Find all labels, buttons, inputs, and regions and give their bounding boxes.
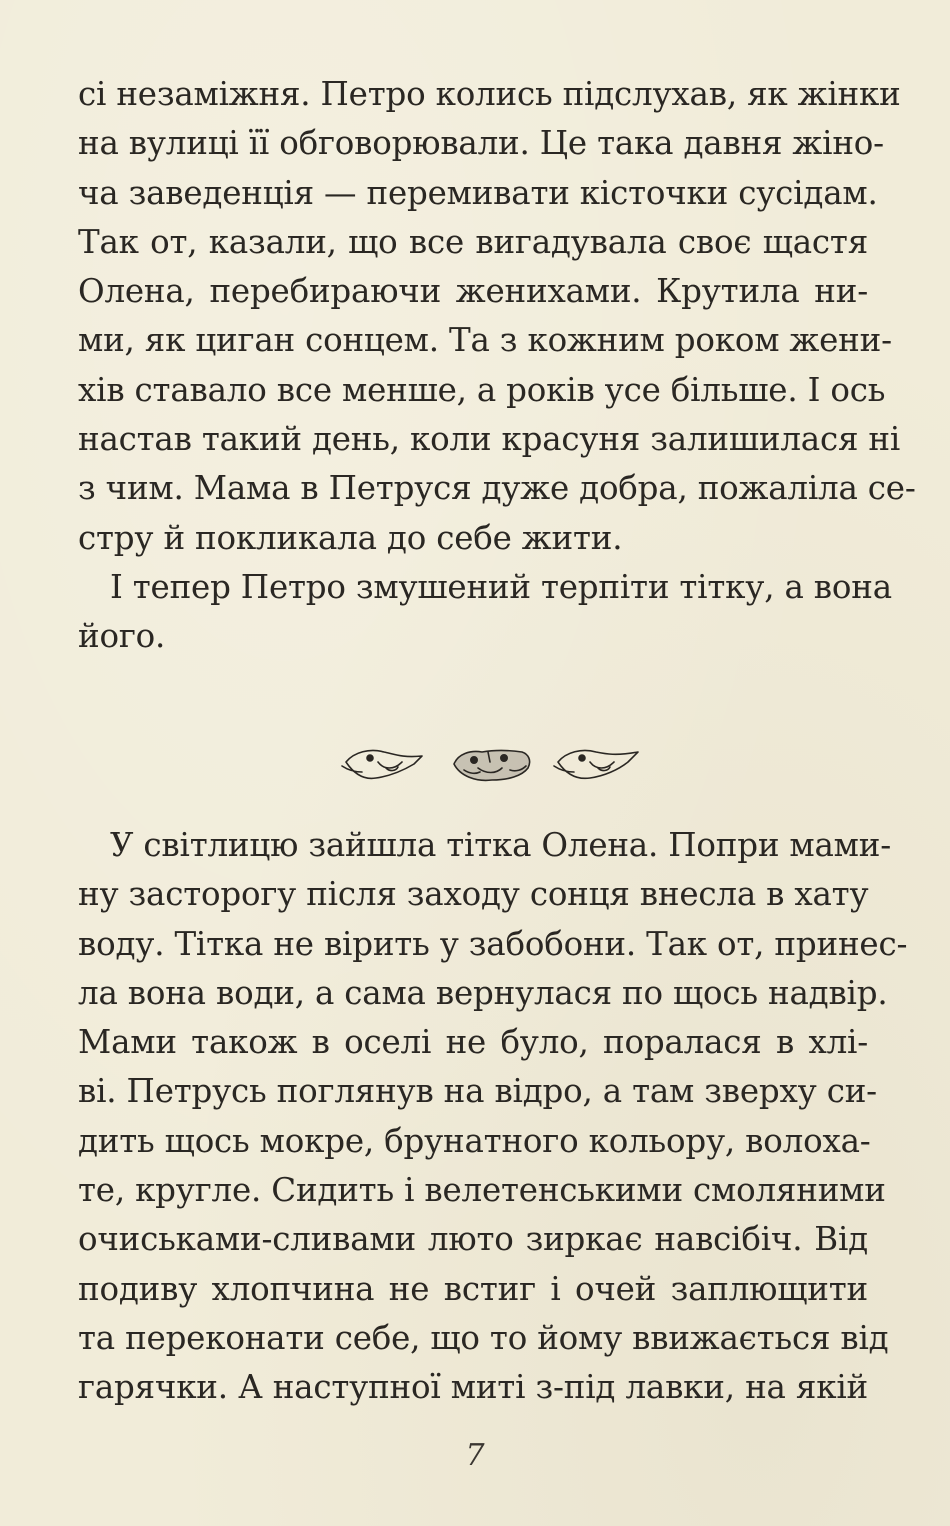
text-line: Мами також в оселі не було, поралася в хлі- — [78, 1023, 868, 1062]
text-line: ча заведенція — перемивати кісточки сусідам. — [78, 173, 878, 212]
text-line: хів ставало все менше, а років усе більше. І ось — [78, 370, 886, 409]
text-line: ну засторогу після заходу сонця внесла в хату — [78, 875, 869, 914]
text-line: настав такий день, коли красуня залишилася ні — [78, 420, 901, 459]
text-line: І тепер Петро змушений терпіти тітку, а вона — [110, 567, 892, 606]
text-line: У світлицю зайшла тітка Олена. Попри мами- — [110, 826, 891, 864]
text-line: ві. Петрусь поглянув на відро, а там зверху си- — [78, 1072, 877, 1111]
right-bird-head — [554, 750, 638, 778]
text-line: його. — [78, 617, 166, 656]
left-bird-head — [342, 750, 422, 778]
text-line: Так от, казали, що все вигадувала своє щастя — [78, 222, 868, 261]
text-line: сі незаміжня. Петро колись підслухав, як жінки — [78, 75, 901, 113]
text-line: ми, як циган сонцем. Та з кожним роком жени- — [78, 321, 892, 360]
text-line: стру й покликала до себе жити. — [78, 518, 623, 557]
center-bird-head — [454, 751, 530, 781]
text-line: Олена, перебираючи женихами. Крутила ни- — [78, 272, 868, 311]
text-line: гарячки. А наступної миті з-під лавки, на якій — [78, 1368, 868, 1407]
text-line: подиву хлопчина не встиг і очей заплющити — [78, 1269, 868, 1308]
text-line: на вулиці її обговорювали. Це така давня жіно- — [78, 124, 884, 163]
bottom-text-block — [78, 821, 908, 1413]
text-line: та переконати себе, що то йому ввижається від — [78, 1318, 889, 1357]
three-bird-heads-ornament-icon — [340, 740, 645, 790]
page-number: 7 — [465, 1438, 485, 1473]
text-line: з чим. Мама в Петруся дуже добра, пожаліла се- — [78, 469, 916, 508]
text-line: дить щось мокре, брунатного кольору, волоха- — [78, 1121, 871, 1160]
top-text-block — [78, 70, 916, 662]
text-line: очиськами-сливами люто зиркає навсібіч. Від — [78, 1220, 868, 1259]
text-line: ла вона води, а сама вернулася по щось надвір. — [78, 973, 888, 1012]
text-line: воду. Тітка не вірить у забобони. Так от, принес- — [78, 924, 908, 963]
text-line: те, кругле. Сидить і велетенськими смоляними — [78, 1171, 886, 1210]
